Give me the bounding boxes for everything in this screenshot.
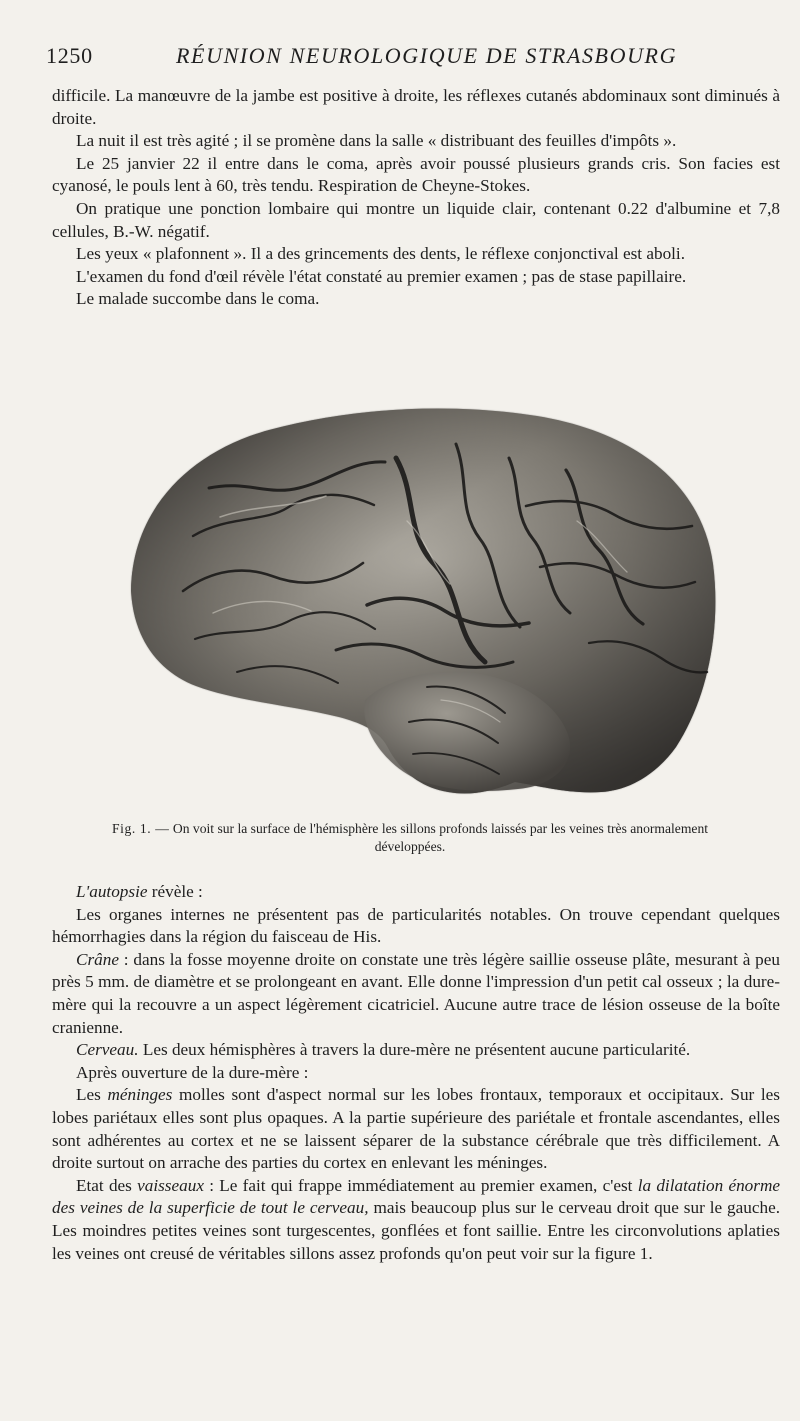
paragraph-text: : dans la fosse moyenne droite on constate une très légère saillie osseuse plâte, mesurant à peu près 5 mm. de diamètre et se prolongeant en avant. Elle donne l'impression d'un petit cal osseux ; la dure-mère qui la recouvre a un aspect légèrement cicatriciel. Aucune autre trace de lésion osseuse de la boîte cranienne. [52, 949, 780, 1037]
paragraph [52, 1039, 780, 1062]
paragraph: La nuit il est très agité ; il se promène dans la salle « distribuant des feuilles d'impôts ». [76, 131, 677, 151]
caption-text: On voit sur la surface de l'hémisphère les sillons profonds laissés par les veines très anormalement développées. [172, 821, 709, 854]
page-header [46, 43, 746, 71]
paragraph: L'examen du fond d'œil révèle l'état constaté au premier examen ; pas de stase papillaire. [76, 266, 687, 286]
lead-italic: Cerveau. [76, 1040, 139, 1060]
paragraph-text: Etat des [76, 1175, 138, 1195]
paragraph: Après ouverture de la dure-mère : [76, 1062, 309, 1082]
paragraph [52, 1175, 780, 1265]
paragraph: Le malade succombe dans le coma. [76, 289, 320, 309]
bottom-text-block [52, 881, 780, 1265]
running-title: RÉUNION NEUROLOGIQUE DE STRASBOURG [176, 43, 678, 68]
lead-italic: Crâne [76, 949, 119, 969]
page-number: 1250 [46, 43, 93, 68]
paragraph-text: : Le fait qui frappe immédiatement au premier examen, c'est [203, 1175, 638, 1195]
paragraph: difficile. La manœuvre de la jambe est positive à droite, les réflexes cutanés abdominaux sont diminués à droite. [52, 86, 780, 128]
paragraph-text: molles sont d'aspect normal sur les lobes frontaux, temporaux et occipitaux. Sur les lobes pariétaux elles sont plus opaques. A la partie supérieure des pariétale et frontale ascendantes, elles sont adhérentes au cortex et ne se laissent séparer de la substance cérébrale que très difficilement. A droite surtout on arrache des parties du cortex en enlevant les méninges. [52, 1085, 780, 1173]
lead-italic: L'autopsie [76, 882, 148, 901]
figure-label: Fig. 1. — [111, 821, 170, 836]
figure-caption [110, 820, 710, 856]
paragraph-text: révèle : [147, 882, 203, 901]
paragraph [52, 1084, 780, 1174]
brain-hemisphere [131, 408, 715, 793]
paragraph-text: mais beaucoup plus sur le cerveau droit que sur le gauche. Les moindres petites veines sont turgescentes, gonflées et font saillie. Entre les circonvolutions aplaties les veines ont creusé de véritables sillons assez profonds qu'on peut voir sur la figure 1. [52, 1198, 780, 1263]
paragraph [52, 881, 780, 904]
paragraph: Les yeux « plafonnent ». Il a des grincements des dents, le réflexe conjonctival est aboli. [76, 244, 686, 264]
paragraph: On pratique une ponction lombaire qui montre un liquide clair, contenant 0.22 d'albumine et 7,8 cellules, B.-W. négatif. [52, 198, 780, 241]
paragraph: Les organes internes ne présentent pas de particularités notables. On trouve cependant quelques hémorrhagies dans la région du faisceau de His. [52, 904, 780, 947]
paragraph [52, 949, 780, 1039]
mid-italic: vaisseaux [137, 1175, 204, 1195]
paragraph-text: Les [76, 1085, 108, 1105]
paragraph: Le 25 janvier 22 il entre dans le coma, après avoir poussé plusieurs grands cris. Son facies est cyanosé, le pouls lent à 60, très tendu. Respiration de Cheyne-Stokes. [52, 153, 780, 196]
paragraph-text: Les deux hémisphères à travers la dure-mère ne présentent aucune particularité. [138, 1040, 691, 1060]
top-text-block [52, 85, 780, 311]
brain-figure [117, 400, 717, 798]
emphasis-italic: la dilatation énorme des veines de la superficie de tout le cerveau, [52, 1175, 780, 1218]
mid-italic: méninges [107, 1085, 173, 1105]
brain-image [117, 400, 717, 798]
